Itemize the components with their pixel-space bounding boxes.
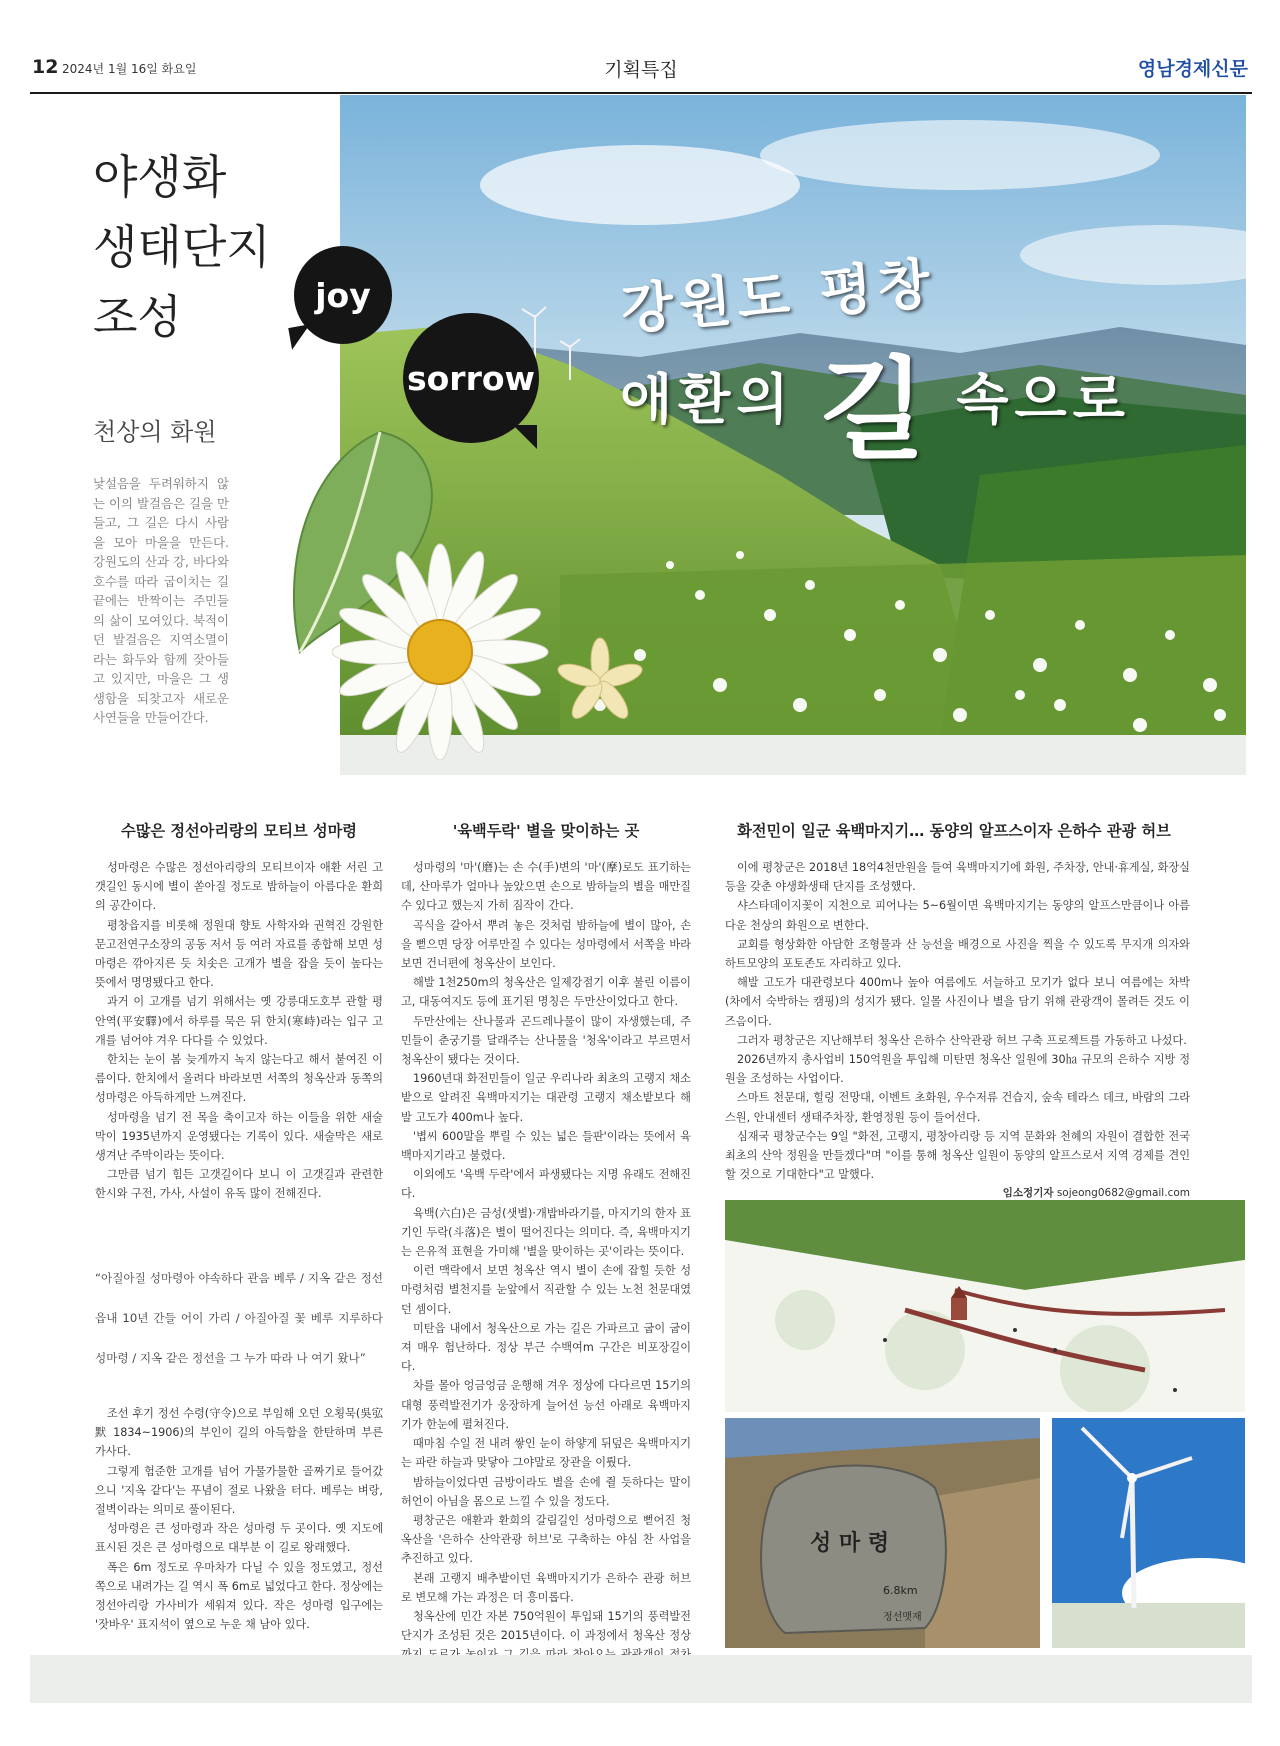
col1-paragraph: 평창읍지를 비롯해 정원대 향토 사학자와 권혁진 강원한문고전연구소장의 공동 저서 등 여러 자료를 종합해 보면 성마령은 깎아지른 듯 치솟은 고개가 별을 잡을 듯이 높다는 뜻에서 명명됐다고 한다. bbox=[95, 918, 383, 990]
col1-body-bottom bbox=[95, 1404, 383, 1634]
col2-paragraph: 육백(六白)은 금성(샛별)·개밥바라기를, 마지기의 한자 표기인 두락(斗落)은 별이 떨어진다는 의미다. 즉, 육백마지기는 은유적 표현을 가미해 '별을 맞이하는 곳'이라는 뜻이다. bbox=[401, 1206, 691, 1259]
col3-headline: 화전민이 일군 육백마지기… 동양의 알프스이자 은하수 관광 허브 bbox=[737, 822, 1171, 840]
col2-paragraph: 1960년대 화전민들이 일군 우리나라 최초의 고랭지 채소밭으로 알려진 육백마지기는 대관령 고랭지 채소밭보다 해발 고도가 400m나 높다. bbox=[401, 1072, 691, 1124]
stone-small-text: 정선맷재 bbox=[883, 1612, 922, 1623]
col3-paragraph: 해발 고도가 대관령보다 400m나 높아 여름에도 서늘하고 모기가 없다 보니 여름에는 차박(차에서 숙박하는 캠핑)의 성지가 됐다. 일몰 사진이나 별을 담기 위해 관광객이 몰려든 것도 이즈음이다. bbox=[725, 976, 1190, 1028]
byline-name: 임소정기자 bbox=[1002, 1187, 1054, 1200]
col2-paragraph: 미탄읍 내에서 청옥산으로 가는 길은 가파르고 굽이 굽이져 매우 험난하다. 정상 부근 수백여m 구간은 비포장길이다. bbox=[401, 1321, 691, 1374]
feature-title-line-3: 조성 bbox=[93, 290, 182, 344]
hero-title bbox=[620, 245, 1140, 480]
byline-email[interactable]: sojeong0682@gmail.com bbox=[1056, 1187, 1190, 1200]
hero-title-word-a: 애환의 bbox=[620, 367, 795, 431]
sorrow-bubble: sorrow bbox=[403, 313, 539, 443]
joy-bubble: joy bbox=[294, 246, 392, 344]
col3-paragraph: 스마트 천문대, 힐링 전망대, 이벤트 초화원, 우수저류 건습지, 숲속 테라스 데크, 바람의 그라스원, 안내센터 생태주차장, 환영정원 등이 들어선다. bbox=[725, 1091, 1190, 1124]
col2-paragraph: 평창군은 애환과 환희의 갈림길인 성마령으로 뻗어진 청옥산을 '은하수 산악관광 허브'로 구축하는 야심 찬 사업을 추진하고 있다. bbox=[401, 1513, 691, 1566]
feature-lead: 낯설음을 두려워하지 않는 이의 발걸음은 길을 만들고, 그 길은 다시 사람을 모아 마을을 만든다. 강원도의 산과 강, 바다와 호수를 따라 굽이치는 길 끝에는 반짝이는 주민들의 삶이 모여있다. 북적이던 발걸음은 지역소멸이라는 화두와 함께 잦아들고 있지만, 마을은 그 생생함을 되찾고자 새로운 사연들을 만들어간다. bbox=[93, 476, 229, 725]
hero-title-line-2 bbox=[620, 322, 1140, 480]
col1-paragraph: 성마령은 수많은 정선아리랑의 모티브이자 애환 서린 고갯길인 동시에 별이 쏟아질 정도로 밤하늘이 아름다운 환희의 공간이다. bbox=[95, 861, 383, 913]
col2-paragraph: 성마령의 '마'(磨)는 손 수(手)변의 '마'(摩)로도 표기하는데, 산마루가 얼마나 높았으면 손으로 밤하늘의 별을 매만질 수 있다고 했는지 가히 짐작이 간다. bbox=[401, 861, 691, 913]
stone-distance: 6.8km bbox=[883, 1584, 918, 1597]
page-number: 12 bbox=[32, 56, 59, 78]
col2-body bbox=[401, 858, 691, 1684]
col2-paragraph: 두만산에는 산나물과 곤드레나물이 많이 자생했는데, 주민들이 춘궁기를 달래주는 산나물을 '청옥'이라고 부르면서 청옥산이 됐다는 것이다. bbox=[401, 1014, 691, 1067]
col2-paragraph: 이외에도 '육백 두락'에서 파생됐다는 지명 유래도 전해진다. bbox=[401, 1168, 691, 1201]
col1-paragraph: 폭은 6m 정도로 우마차가 다닐 수 있을 정도였고, 정선 쪽으로 내려가는 길 역시 폭 6m로 넓었다고 한다. 정상에는 정선아리랑 가사비가 세워져 있다. 작은 성마령 입구에는 '잣바우' 표지석이 옆으로 누운 채 남아 있다. bbox=[95, 1560, 383, 1632]
col2-paragraph: 때마침 수일 전 내려 쌓인 눈이 하얗게 뒤덮은 육백마지기는 파란 하늘과 맞닿아 그야말로 장관을 이뤘다. bbox=[401, 1437, 691, 1470]
col3-paragraph: 심재국 평창군수는 9일 "화전, 고랭지, 평창아리랑 등 지역 문화와 천혜의 자원이 결합한 전국 최초의 산악 정원을 만들겠다"며 "이를 통해 청옥산 일원이 동양의 알프스로서 지역 경제를 견인할 것으로 기대한다"고 말했다. bbox=[725, 1129, 1190, 1182]
feature-title bbox=[93, 142, 271, 352]
section-name: 기획특집 bbox=[604, 59, 678, 81]
col3-paragraph: 그러자 평창군은 지난해부터 청옥산 은하수 산악관광 허브 구축 프로젝트를 가동하고 나섰다. bbox=[737, 1033, 1187, 1047]
col3-paragraph: 교회를 형상화한 아담한 조형물과 산 능선을 배경으로 사진을 찍을 수 있도록 무지개 의자와 하트모양의 포토존도 자리하고 있다. bbox=[725, 937, 1190, 971]
col1-paragraph: 한치는 눈이 봄 늦게까지 녹지 않는다고 해서 붙여진 이름이다. 한치에서 올려다 바라보면 서쪽의 청옥산과 동쪽의 성마령은 아득하게만 느껴진다. bbox=[95, 1053, 383, 1105]
photo-wind-turbine bbox=[1052, 1418, 1245, 1648]
hero-title-word-b: 속으로 bbox=[956, 367, 1131, 431]
photo-seongmaryeong-stone bbox=[725, 1418, 1040, 1648]
col2-paragraph: 해발 1천250m의 청옥산은 일제강점기 이후 불린 이름이고, 대동여지도 등에 표기된 명칭은 두만산이었다고 한다. bbox=[401, 976, 691, 1009]
photo-flower-hillside bbox=[725, 1200, 1245, 1412]
col3-paragraph: 이에 평창군은 2018년 18억4천만원을 들여 육백마지기에 화원, 주차장, 안내·휴게실, 화장실 등을 갖춘 야생화생태 단지를 조성했다. bbox=[725, 861, 1190, 894]
col2-paragraph: 이런 맥락에서 보면 청옥산 역시 별이 손에 잡힐 듯한 성마령처럼 별천지를 눈앞에서 직관할 수 있는 노천 천문대였던 셈이다. bbox=[401, 1264, 691, 1316]
feature-title-line-1: 야생화 bbox=[93, 150, 227, 204]
col2-paragraph: '볍씨 600말을 뿌릴 수 있는 넓은 들판'이라는 뜻에서 육백마지기라고 불렸다. bbox=[401, 1129, 691, 1163]
col1-paragraph: 그만큼 넘기 힘든 고갯길이다 보니 이 고갯길과 관련한 한시와 구전, 가사, 사설이 유독 많이 전해진다. bbox=[95, 1168, 383, 1201]
issue-date: 2024년 1월 16일 화요일 bbox=[62, 62, 197, 76]
hero-title-line-1: 강원도 평창 bbox=[618, 250, 939, 342]
col1-paragraph: 그렇게 험준한 고개를 넘어 가물가물한 골짜기로 들어갔으니 '지옥 같다'는 푸념이 절로 나왔을 터다. 베루는 벼랑, 절벽이라는 의미로 풀이된다. bbox=[95, 1464, 383, 1517]
footer-band bbox=[30, 1655, 1252, 1703]
feature-subtitle: 천상의 화원 bbox=[93, 418, 217, 446]
col1-paragraph: 성마령은 큰 성마령과 작은 성마령 두 곳이다. 옛 지도에 표시된 것은 큰 성마령으로 대부분 이 길로 왕래했다. bbox=[95, 1522, 383, 1555]
col1-paragraph: 성마령을 넘기 전 목을 축이고자 하는 이들을 위한 새술막이 1935년까지 운영됐다는 기록이 있다. 새술막은 새로 생겨난 주막이라는 뜻이다. bbox=[95, 1110, 383, 1163]
col1-paragraph: 조선 후기 정선 수령(守令)으로 부임해 오던 오횡묵(吳宖默 1834~1906)의 부인이 길의 아득함을 한탄하며 부른 가사다. bbox=[95, 1407, 383, 1459]
col3-body bbox=[725, 858, 1190, 1204]
col1-headline: 수많은 정선아리랑의 모티브 성마령 bbox=[121, 822, 357, 840]
page-header bbox=[30, 50, 1252, 94]
col2-paragraph: 차를 몰아 엉금엉금 운행해 겨우 정상에 다다르면 15기의 대형 풍력발전기가 웅장하게 늘어선 능선 아래로 육백마지기가 한눈에 펼쳐진다. bbox=[401, 1379, 691, 1431]
stone-carving-text: 성 마 령 bbox=[810, 1530, 890, 1556]
col2-paragraph: 밤하늘이었다면 금방이라도 별을 손에 쥘 듯하다는 말이 허언이 아님을 몸으로 느낄 수 있을 정도다. bbox=[401, 1475, 691, 1508]
col2-paragraph: 본래 고랭지 배추밭이던 육백마지기가 은하수 관광 허브로 변모해 가는 과정은 더 흥미롭다. bbox=[401, 1571, 691, 1604]
hero-title-big-word: 길 bbox=[819, 345, 932, 474]
newspaper-brand: 영남경제신문 bbox=[1137, 58, 1248, 80]
col3-paragraph: 2026년까지 총사업비 150억원을 투입해 미탄면 청옥산 일원에 30㏊ 규모의 은하수 지방 정원을 조성하는 사업이다. bbox=[725, 1053, 1190, 1086]
col2-headline: '육백두락' 별을 맞이하는 곳 bbox=[452, 822, 640, 840]
col2-paragraph: 곡식을 갈아서 뿌려 놓은 것처럼 밤하늘에 별이 많아, 손을 뻗으면 당장 어루만질 수 있다는 성마령에서 서쪽을 바라보면 건너편에 청옥산이 보인다. bbox=[401, 918, 691, 971]
col1-paragraph: 과거 이 고개를 넘기 위해서는 옛 강릉대도호부 관할 평안역(平安驛)에서 하루를 묵은 뒤 한치(寒峙)라는 입구 고개를 넘어야 겨우 다다를 수 있었다. bbox=[95, 995, 383, 1047]
feature-title-line-2: 생태단지 bbox=[93, 220, 271, 274]
col1-quote: “아질아질 성마령아 야속하다 관음 베루 / 지옥 같은 정선 읍내 10년 간들 어이 가리 / 아질아질 꽃 베루 지루하다 성마령 / 지옥 같은 정선을 그 누가 따라 나 여기 왔나” bbox=[95, 1271, 383, 1365]
col2-paragraph: 청옥산에 민간 자본 750억원이 투입돼 15기의 풍력발전단지가 조성된 것은 2015년이다. 이 과정에서 청옥산 정상 bbox=[401, 1609, 691, 1643]
col3-paragraph: 샤스타데이지꽃이 지천으로 피어나는 5~6월이면 육백마지기는 동양의 알프스만큼이나 아름다운 천상의 화원으로 변한다. bbox=[725, 899, 1190, 932]
col1-body-top bbox=[95, 858, 383, 1204]
